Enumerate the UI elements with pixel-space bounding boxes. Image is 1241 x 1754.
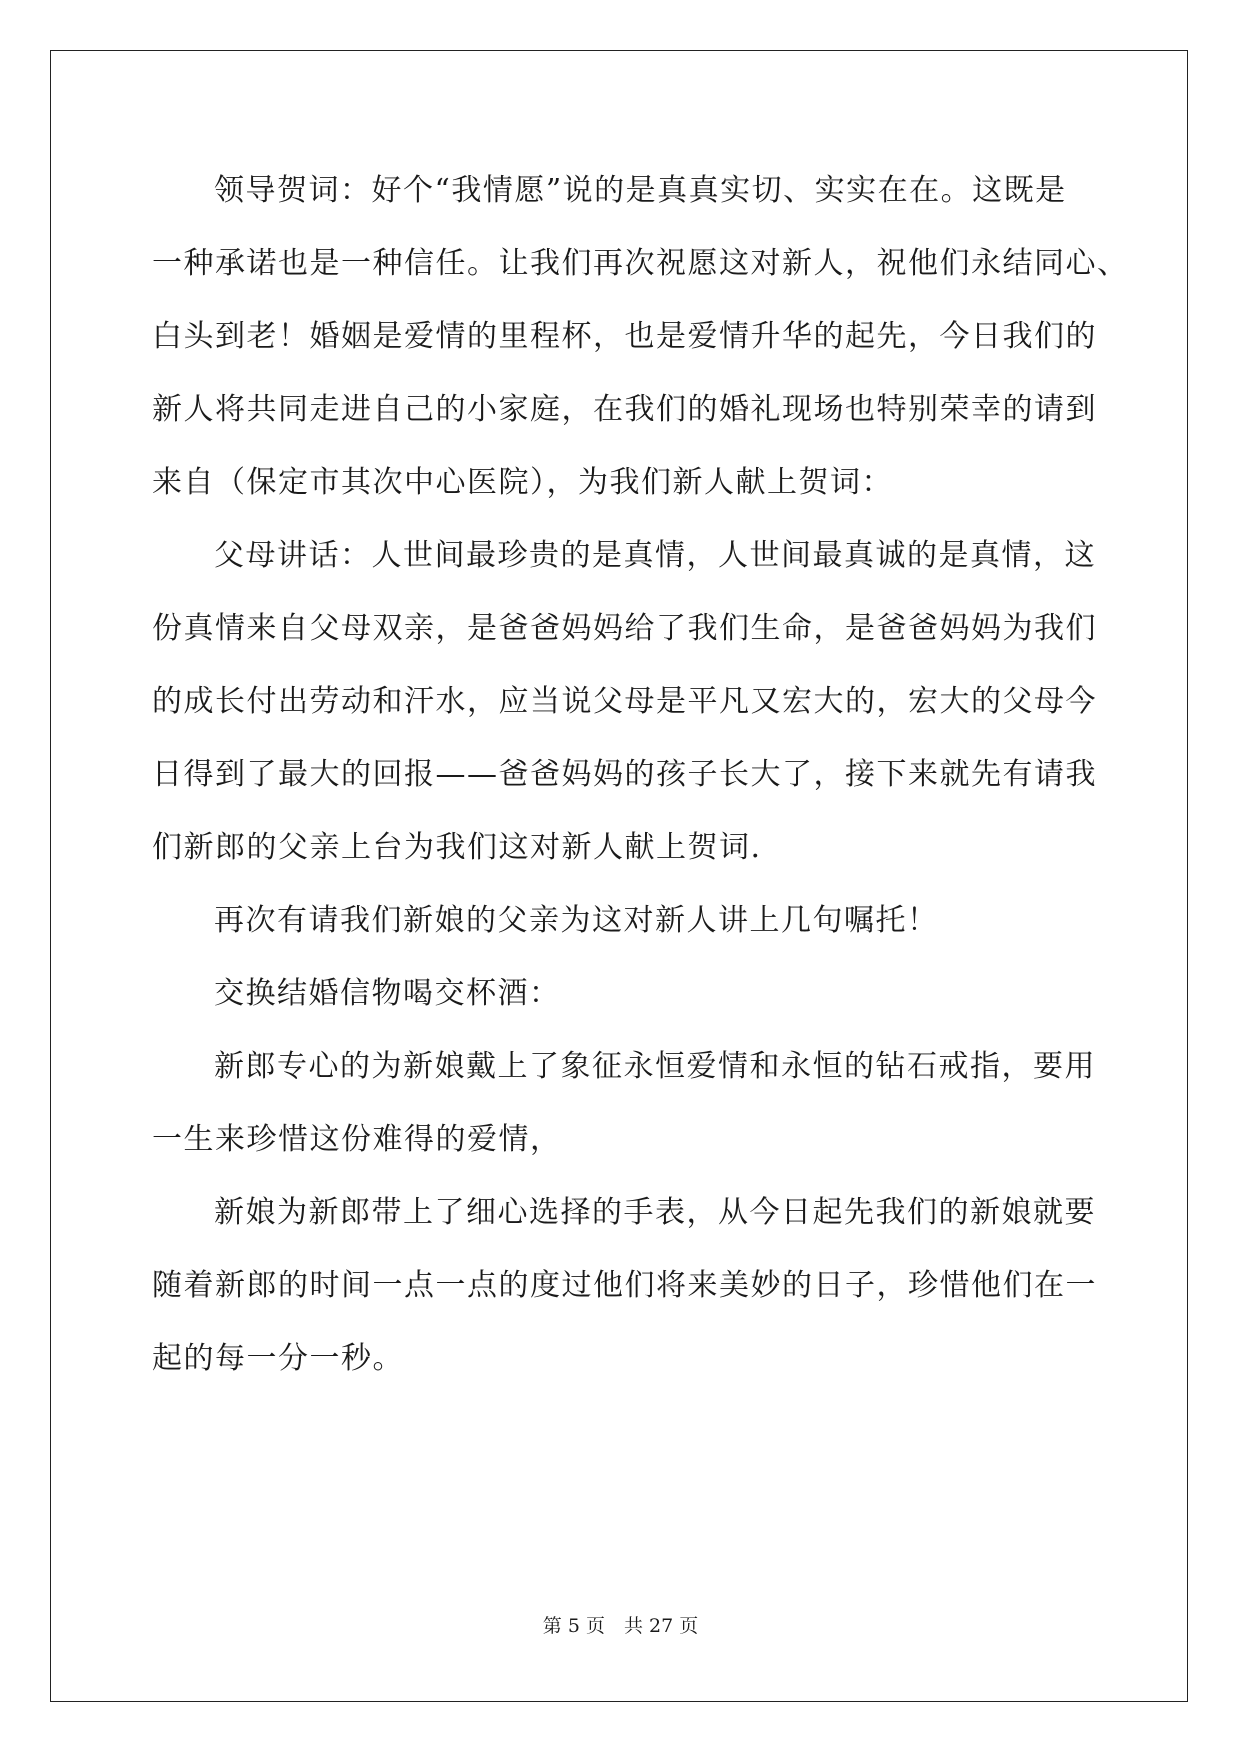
text-line: 一种承诺也是一种信任。让我们再次祝愿这对新人，祝他们永结同心、 [152, 246, 1129, 281]
text-line: 日得到了最大的回报——爸爸妈妈的孩子长大了，接下来就先有请我 [152, 757, 1097, 792]
paragraph-bride-father [152, 896, 1092, 969]
text-line: 一生来珍惜这份难得的爱情， [152, 1122, 562, 1157]
text-line: 们新郎的父亲上台为我们这对新人献上贺词. [152, 830, 762, 865]
paragraph-groom-ring [152, 1042, 1096, 1188]
paragraph-exchange-tokens [152, 969, 1092, 1042]
paragraph-bride-watch [152, 1188, 1097, 1407]
text-line: 份真情来自父母双亲，是爸爸妈妈给了我们生命，是爸爸妈妈为我们 [152, 611, 1097, 646]
text-line: 的成长付出劳动和汗水，应当说父母是平凡又宏大的，宏大的父母今 [152, 684, 1097, 719]
text-line: 再次有请我们新娘的父亲为这对新人讲上几句嘱托！ [214, 903, 939, 938]
text-line: 领导贺词：好个“我情愿”说的是真真实切、实实在在。这既是 [214, 173, 1067, 208]
text-line: 交换结婚信物喝交杯酒： [214, 976, 561, 1011]
paragraph-leader-speech [152, 166, 1129, 531]
text-line: 白头到老！婚姻是爱情的里程杯，也是爱情升华的起先，今日我们的 [152, 319, 1097, 354]
text-line: 新人将共同走进自己的小家庭，在我们的婚礼现场也特别荣幸的请到 [152, 392, 1097, 427]
text-line: 新郎专心的为新娘戴上了象征永恒爱情和永恒的钻石戒指，要用 [214, 1049, 1096, 1084]
text-line: 父母讲话：人世间最珍贵的是真情，人世间最真诚的是真情，这 [214, 538, 1096, 573]
document-body [152, 166, 1129, 1407]
text-line: 起的每一分一秒。 [152, 1341, 404, 1376]
paragraph-parents-speech [152, 531, 1097, 896]
text-line: 随着新郎的时间一点一点的度过他们将来美妙的日子，珍惜他们在一 [152, 1268, 1097, 1303]
text-line: 新娘为新郎带上了细心选择的手表，从今日起先我们的新娘就要 [214, 1195, 1096, 1230]
text-line: 来自（保定市其次中心医院），为我们新人献上贺词： [152, 465, 893, 500]
page-number-footer: 第 5 页 共 27 页 [542, 1615, 699, 1637]
